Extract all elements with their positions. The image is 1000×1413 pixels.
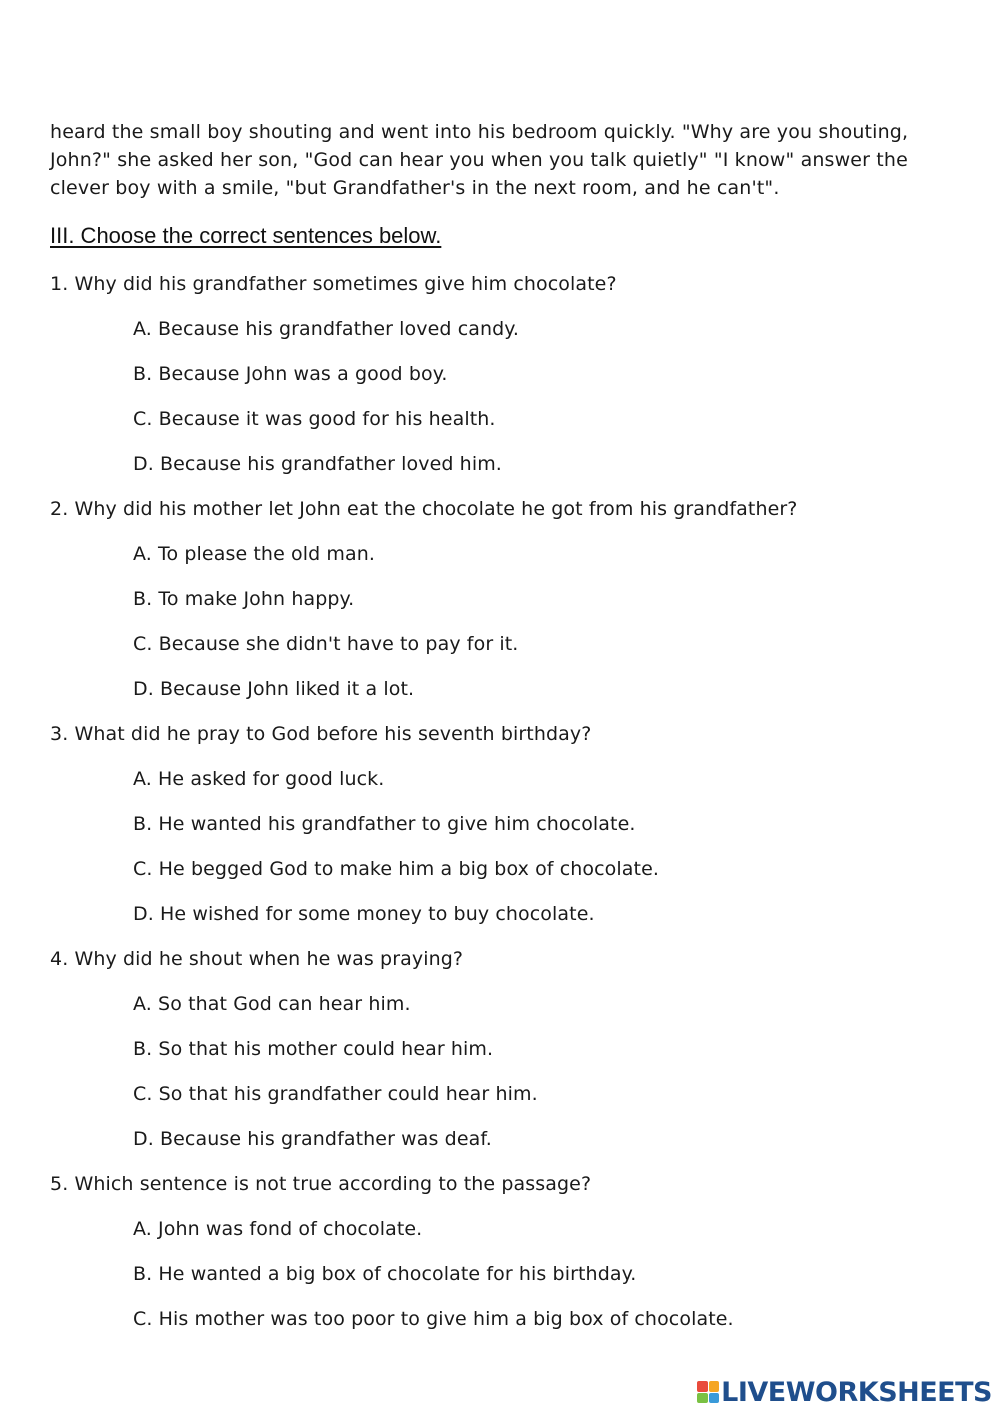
logo-square <box>709 1393 720 1404</box>
liveworksheets-logo <box>697 1377 992 1407</box>
logo-square <box>697 1393 708 1404</box>
option-c[interactable]: C. Because it was good for his health. <box>133 408 496 430</box>
question-list <box>50 270 970 1350</box>
option-d[interactable]: D. Because John liked it a lot. <box>133 678 415 700</box>
option-a[interactable]: A. So that God can hear him. <box>133 993 411 1015</box>
option-list <box>50 990 970 1170</box>
option-d[interactable]: D. He wished for some money to buy chocolate. <box>133 903 595 925</box>
question-text: 5. Which sentence is not true according to the passage? <box>50 1173 592 1195</box>
option-a[interactable]: A. To please the old man. <box>133 543 376 565</box>
question-5 <box>50 1170 970 1350</box>
logo-square <box>697 1381 708 1392</box>
question-text: 2. Why did his mother let John eat the chocolate he got from his grandfather? <box>50 498 798 520</box>
logo-mark-icon <box>697 1381 719 1403</box>
option-list <box>50 540 970 720</box>
section-heading: III. Choose the correct sentences below. <box>50 223 442 248</box>
option-list <box>50 315 970 495</box>
question-3 <box>50 720 970 945</box>
option-b[interactable]: B. He wanted a big box of chocolate for his birthday. <box>133 1263 637 1285</box>
option-c[interactable]: C. So that his grandfather could hear him. <box>133 1083 538 1105</box>
logo-square <box>709 1381 720 1392</box>
question-2 <box>50 495 970 720</box>
question-1 <box>50 270 970 495</box>
option-b[interactable]: B. He wanted his grandfather to give him chocolate. <box>133 813 636 835</box>
option-b[interactable]: B. Because John was a good boy. <box>133 363 448 385</box>
option-list <box>50 1215 970 1350</box>
option-c[interactable]: C. His mother was too poor to give him a big box of chocolate. <box>133 1308 734 1330</box>
option-list <box>50 765 970 945</box>
question-text: 3. What did he pray to God before his seventh birthday? <box>50 723 592 745</box>
option-a[interactable]: A. John was fond of chocolate. <box>133 1218 423 1240</box>
question-text: 1. Why did his grandfather sometimes give him chocolate? <box>50 273 617 295</box>
passage-text: heard the small boy shouting and went into his bedroom quickly. "Why are you shouting, John?" she asked her son, "God can hear you when you talk quietly" "I know" answer the clever boy with a smile, "but Grandfather's in the next room, and he can't". <box>50 121 909 199</box>
option-a[interactable]: A. Because his grandfather loved candy. <box>133 318 520 340</box>
option-b[interactable]: B. To make John happy. <box>133 588 355 610</box>
option-c[interactable]: C. He begged God to make him a big box of chocolate. <box>133 858 660 880</box>
option-d[interactable]: D. Because his grandfather was deaf. <box>133 1128 492 1150</box>
question-4 <box>50 945 970 1170</box>
option-b[interactable]: B. So that his mother could hear him. <box>133 1038 494 1060</box>
question-text: 4. Why did he shout when he was praying? <box>50 948 464 970</box>
option-d[interactable]: D. Because his grandfather loved him. <box>133 453 502 475</box>
logo-text: LIVEWORKSHEETS <box>721 1376 992 1408</box>
option-a[interactable]: A. He asked for good luck. <box>133 768 385 790</box>
option-c[interactable]: C. Because she didn't have to pay for it. <box>133 633 519 655</box>
